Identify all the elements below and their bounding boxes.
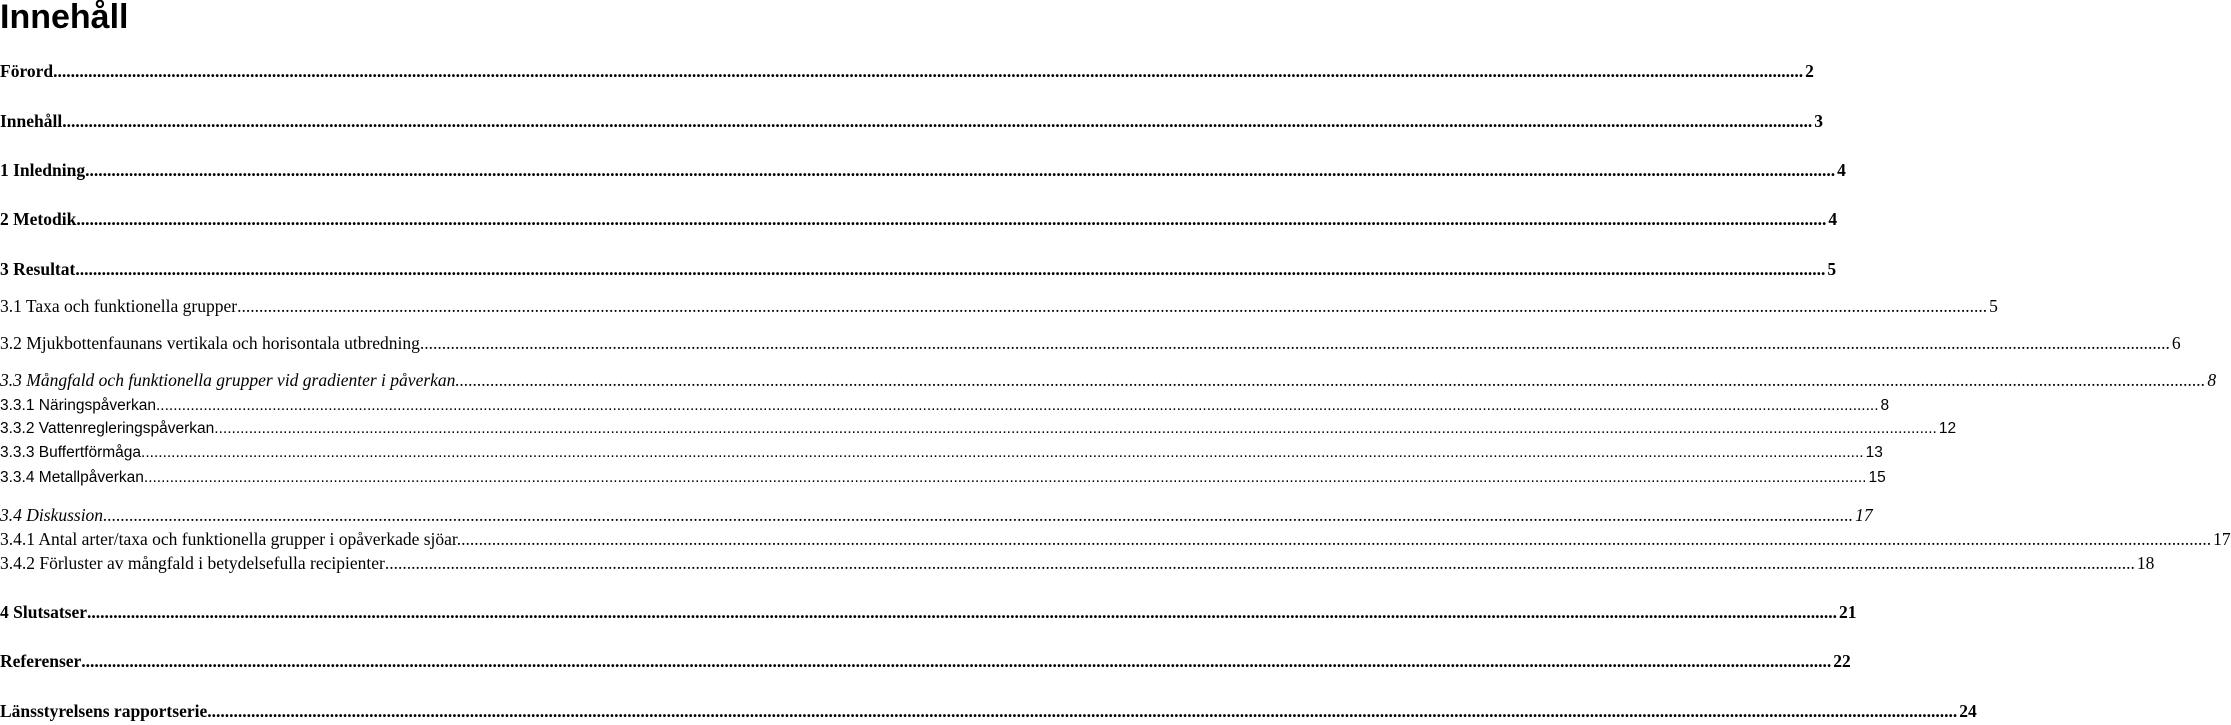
toc-entry-metodik[interactable] [0, 209, 1838, 230]
toc-entry-3-3-2[interactable] [0, 420, 1957, 438]
toc-entry-3-1[interactable] [0, 296, 1998, 317]
toc-entry-innehall[interactable] [0, 111, 1823, 132]
toc-entry-3-3-4[interactable] [0, 469, 1886, 487]
toc-entry-label: 3.4.2 Förluster av mångfald i betydelsefulla recipienter [0, 553, 385, 573]
toc-entry-page: 18 [2136, 553, 2155, 573]
toc-entry-label: 3.3.2 Vattenregleringspåverkan [0, 420, 215, 437]
toc-entry-label: Innehåll [0, 111, 63, 131]
toc-entry-label: 3.4 Diskussion [0, 505, 104, 525]
dot-leader: ................................................................................................................................................................................................................................................................................................................................................................................................................ [85, 160, 1836, 180]
toc-entry-page: 5 [1827, 259, 1837, 279]
toc-entry-referenser[interactable] [0, 651, 1851, 672]
toc-entry-label: 3.3.1 Näringspåverkan [0, 397, 156, 414]
toc-entry-label: 3.2 Mjukbottenfaunans vertikala och horisontala utbredning [0, 333, 420, 353]
toc-entry-label: 3.1 Taxa och funktionella grupper [0, 296, 238, 316]
toc-entry-3-3[interactable] [0, 370, 2217, 391]
toc-entry-label: Referenser [0, 651, 82, 671]
dot-leader: ................................................................................................................................................................................................................................................................................................................................................................................................................ [237, 296, 1988, 316]
toc-entry-label: 3.3 Mångfald och funktionella grupper vid gradienter i påverkan [0, 370, 456, 390]
dot-leader: ................................................................................................................................................................................................................................................................................................................................................................................................................ [155, 397, 1879, 414]
toc-entry-page: 5 [1989, 296, 1998, 316]
toc-entry-label: 4 Slutsatser [0, 602, 88, 622]
toc-entry-label: 3.4.1 Antal arter/taxa och funktionella grupper i opåverkade sjöar. [0, 529, 462, 549]
toc-entry-page: 2 [1805, 61, 1814, 81]
toc-entry-rapportserie[interactable] [0, 701, 1977, 722]
toc-entry-3-3-1[interactable] [0, 397, 1890, 415]
toc-entry-page: 17 [2213, 529, 2231, 549]
toc-entry-page: 13 [1865, 444, 1883, 461]
dot-leader: ................................................................................................................................................................................................................................................................................................................................................................................................................ [461, 529, 2212, 549]
toc-entry-label: 3 Resultat [0, 259, 76, 279]
dot-leader: ................................................................................................................................................................................................................................................................................................................................................................................................................ [141, 444, 1864, 461]
dot-leader: ................................................................................................................................................................................................................................................................................................................................................................................................................ [76, 209, 1827, 229]
dot-leader: ................................................................................................................................................................................................................................................................................................................................................................................................................ [53, 61, 1804, 81]
toc-entry-forord[interactable] [0, 61, 1814, 82]
toc-entry-page: 4 [1837, 160, 1846, 180]
dot-leader: ................................................................................................................................................................................................................................................................................................................................................................................................................ [62, 111, 1813, 131]
dot-leader: ................................................................................................................................................................................................................................................................................................................................................................................................................ [87, 602, 1838, 622]
toc-entry-3-4-1[interactable] [0, 529, 2231, 550]
dot-leader: ................................................................................................................................................................................................................................................................................................................................................................................................................ [75, 259, 1826, 279]
dot-leader: ................................................................................................................................................................................................................................................................................................................................................................................................................ [455, 370, 2206, 390]
toc-entry-page: 17 [1855, 505, 1873, 525]
toc-entry-page: 21 [1839, 602, 1857, 622]
toc-entry-page: 3 [1814, 111, 1823, 131]
toc-entry-label: 1 Inledning [0, 160, 86, 180]
toc-entry-3-4-2[interactable] [0, 553, 2155, 574]
toc-entry-page: 8 [2207, 370, 2217, 390]
toc-entry-label: 2 Metodik [0, 209, 77, 229]
toc-entry-page: 15 [1868, 469, 1886, 486]
toc-entry-label: Förord [0, 61, 54, 81]
dot-leader: ................................................................................................................................................................................................................................................................................................................................................................................................................ [143, 469, 1867, 486]
toc-entry-page: 12 [1938, 420, 1957, 437]
toc-entry-label: 3.3.4 Metallpåverkan [0, 469, 144, 486]
toc-entry-3-4[interactable] [0, 505, 1873, 526]
toc-entry-resultat[interactable] [0, 259, 1837, 280]
page-title: Innehåll [0, 0, 129, 36]
dot-leader: ................................................................................................................................................................................................................................................................................................................................................................................................................ [384, 553, 2135, 573]
toc-entry-page: 6 [2171, 333, 2181, 353]
toc-entry-page: 8 [1880, 397, 1890, 414]
toc-entry-page: 24 [1959, 701, 1977, 721]
dot-leader: ................................................................................................................................................................................................................................................................................................................................................................................................................ [419, 333, 2170, 353]
dot-leader: ................................................................................................................................................................................................................................................................................................................................................................................................................ [81, 651, 1832, 671]
toc-entry-label: Länsstyrelsens rapportserie [0, 701, 208, 721]
dot-leader: ................................................................................................................................................................................................................................................................................................................................................................................................................ [214, 420, 1937, 437]
toc-entry-inledning[interactable] [0, 160, 1846, 181]
toc-entry-page: 22 [1833, 651, 1851, 671]
toc-entry-3-3-3[interactable] [0, 444, 1883, 462]
toc-entry-3-2[interactable] [0, 333, 2181, 354]
toc-entry-page: 4 [1828, 209, 1838, 229]
toc-entry-label: 3.3.3 Buffertförmåga [0, 444, 142, 461]
dot-leader: ................................................................................................................................................................................................................................................................................................................................................................................................................ [103, 505, 1854, 525]
dot-leader: ................................................................................................................................................................................................................................................................................................................................................................................................................ [207, 701, 1958, 721]
toc-entry-slutsatser[interactable] [0, 602, 1857, 623]
